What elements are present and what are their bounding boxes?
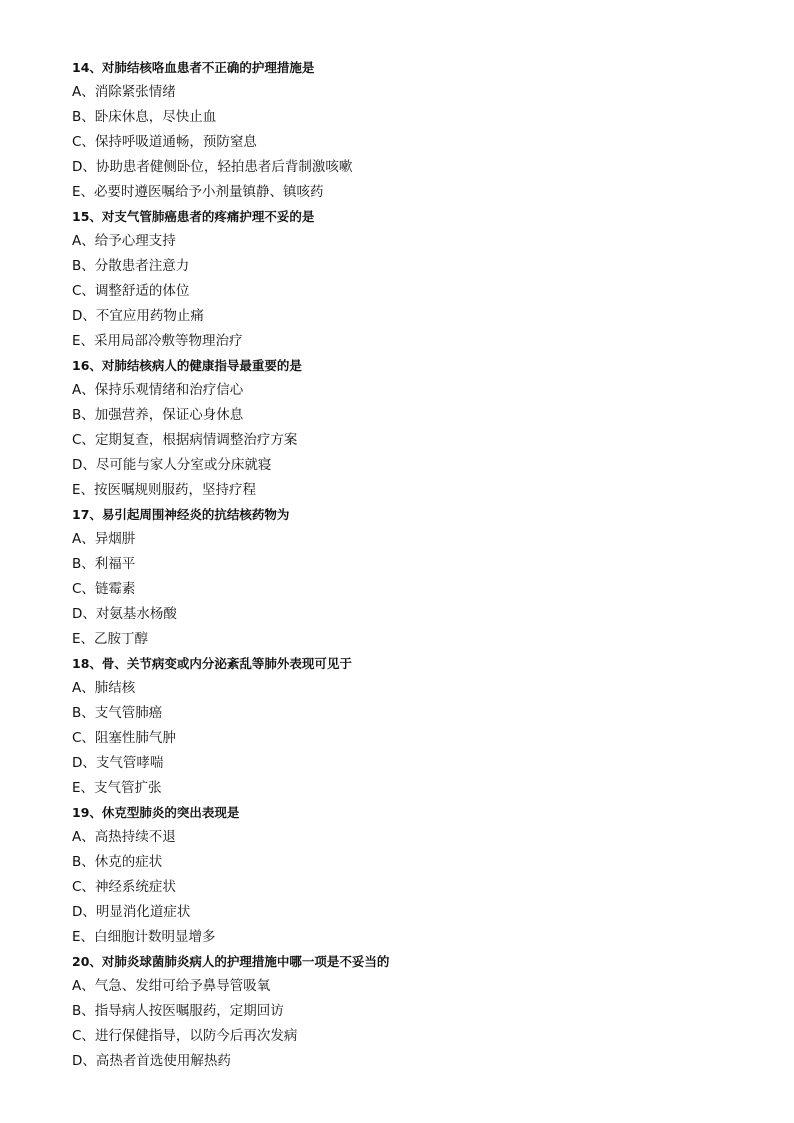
option-letter: A、 xyxy=(72,829,95,845)
option-b xyxy=(72,850,752,875)
question-title: 16、对肺结核病人的健康指导最重要的是 xyxy=(72,358,302,373)
option-c xyxy=(72,726,752,751)
option-text: 保持呼吸道通畅，预防窒息 xyxy=(94,134,257,150)
option-letter: C、 xyxy=(72,432,95,448)
option-letter: B、 xyxy=(72,109,95,125)
option-d xyxy=(72,155,752,180)
option-letter: D、 xyxy=(72,606,96,622)
option-a xyxy=(72,229,752,254)
question-title: 14、对肺结核咯血患者不正确的护理措施是 xyxy=(72,60,315,75)
option-c xyxy=(72,875,752,900)
option-c xyxy=(72,428,752,453)
option-b xyxy=(72,999,752,1024)
option-letter: C、 xyxy=(72,134,95,150)
option-text: 给予心理支持 xyxy=(94,233,176,249)
option-e xyxy=(72,776,752,801)
option-text: 支气管肺癌 xyxy=(94,705,163,721)
option-text: 利福平 xyxy=(94,556,136,572)
option-text: 高热持续不退 xyxy=(94,829,176,845)
option-d xyxy=(72,453,752,478)
option-letter: C、 xyxy=(72,581,95,597)
option-letter: B、 xyxy=(72,556,95,572)
option-letter: A、 xyxy=(72,84,95,100)
option-letter: E、 xyxy=(72,631,95,647)
option-text: 加强营养，保证心身休息 xyxy=(94,407,244,423)
option-e xyxy=(72,180,752,205)
option-letter: B、 xyxy=(72,407,95,423)
option-b xyxy=(72,552,752,577)
option-c xyxy=(72,1024,752,1049)
option-e xyxy=(72,329,752,354)
option-text: 卧床休息，尽快止血 xyxy=(94,109,217,125)
option-text: 乙胺丁醇 xyxy=(94,631,149,647)
option-text: 按医嘱规则服药，坚持疗程 xyxy=(94,482,257,498)
option-e xyxy=(72,478,752,503)
option-c xyxy=(72,130,752,155)
option-letter: B、 xyxy=(72,705,95,721)
option-text: 进行保健指导，以防今后再次发病 xyxy=(94,1028,298,1044)
option-text: 支气管哮喘 xyxy=(95,755,164,771)
option-text: 白细胞计数明显增多 xyxy=(94,929,216,945)
option-text: 神经系统症状 xyxy=(94,879,176,895)
option-letter: B、 xyxy=(72,1003,95,1019)
option-text: 休克的症状 xyxy=(94,854,163,870)
option-text: 指导病人按医嘱服药，定期回访 xyxy=(94,1003,284,1019)
question-title: 17、易引起周围神经炎的抗结核药物为 xyxy=(72,507,290,522)
option-a xyxy=(72,825,752,850)
question-title: 19、休克型肺炎的突出表现是 xyxy=(72,805,240,820)
option-e xyxy=(72,627,752,652)
option-text: 对氨基水杨酸 xyxy=(95,606,177,622)
question-15 xyxy=(72,205,752,354)
option-b xyxy=(72,403,752,428)
option-letter: A、 xyxy=(72,531,95,547)
option-d xyxy=(72,602,752,627)
option-letter: B、 xyxy=(72,258,95,274)
option-d xyxy=(72,304,752,329)
option-letter: E、 xyxy=(72,333,95,349)
option-text: 定期复查，根据病情调整治疗方案 xyxy=(94,432,298,448)
question-20 xyxy=(72,950,752,1074)
option-c xyxy=(72,577,752,602)
option-text: 明显消化道症状 xyxy=(95,904,191,920)
option-letter: A、 xyxy=(72,382,95,398)
option-text: 采用局部冷敷等物理治疗 xyxy=(94,333,243,349)
option-text: 肺结核 xyxy=(94,680,136,696)
option-text: 高热者首选使用解热药 xyxy=(95,1053,231,1069)
option-c xyxy=(72,279,752,304)
option-text: 阻塞性肺气肿 xyxy=(94,730,176,746)
option-text: 气急、发绀可给予鼻导管吸氧 xyxy=(94,978,271,994)
question-16 xyxy=(72,354,752,503)
question-title: 18、骨、关节病变或内分泌紊乱等肺外表现可见于 xyxy=(72,656,352,671)
option-letter: E、 xyxy=(72,780,95,796)
option-text: 分散患者注意力 xyxy=(94,258,190,274)
option-letter: D、 xyxy=(72,904,96,920)
option-text: 调整舒适的体位 xyxy=(94,283,190,299)
option-a xyxy=(72,974,752,999)
option-text: 协助患者健侧卧位，轻拍患者后背制激咳嗽 xyxy=(95,159,353,175)
option-d xyxy=(72,751,752,776)
option-letter: D、 xyxy=(72,457,96,473)
option-letter: D、 xyxy=(72,159,96,175)
question-14 xyxy=(72,56,752,205)
option-letter: D、 xyxy=(72,308,96,324)
option-a xyxy=(72,378,752,403)
option-text: 异烟肼 xyxy=(94,531,136,547)
option-letter: C、 xyxy=(72,730,95,746)
option-text: 支气管扩张 xyxy=(94,780,162,796)
question-19 xyxy=(72,801,752,950)
question-18 xyxy=(72,652,752,801)
option-b xyxy=(72,254,752,279)
option-text: 尽可能与家人分室或分床就寝 xyxy=(95,457,272,473)
option-text: 链霉素 xyxy=(94,581,136,597)
option-letter: D、 xyxy=(72,1053,96,1069)
option-letter: C、 xyxy=(72,879,95,895)
option-letter: E、 xyxy=(72,929,95,945)
option-letter: A、 xyxy=(72,233,95,249)
option-letter: C、 xyxy=(72,1028,95,1044)
option-letter: B、 xyxy=(72,854,95,870)
option-a xyxy=(72,676,752,701)
option-text: 保持乐观情绪和治疗信心 xyxy=(94,382,244,398)
option-b xyxy=(72,701,752,726)
option-e xyxy=(72,925,752,950)
option-text: 必要时遵医嘱给予小剂量镇静、镇咳药 xyxy=(94,184,324,200)
option-text: 消除紧张情绪 xyxy=(94,84,176,100)
option-letter: D、 xyxy=(72,755,96,771)
option-d xyxy=(72,1049,752,1074)
option-letter: A、 xyxy=(72,680,95,696)
document-page xyxy=(72,56,752,1074)
option-text: 不宜应用药物止痛 xyxy=(95,308,204,324)
option-letter: A、 xyxy=(72,978,95,994)
option-letter: C、 xyxy=(72,283,95,299)
question-title: 15、对支气管肺癌患者的疼痛护理不妥的是 xyxy=(72,209,315,224)
option-b xyxy=(72,105,752,130)
option-a xyxy=(72,80,752,105)
option-a xyxy=(72,527,752,552)
option-letter: E、 xyxy=(72,184,95,200)
question-17 xyxy=(72,503,752,652)
option-d xyxy=(72,900,752,925)
option-letter: E、 xyxy=(72,482,95,498)
question-title: 20、对肺炎球菌肺炎病人的护理措施中哪一项是不妥当的 xyxy=(72,954,390,969)
